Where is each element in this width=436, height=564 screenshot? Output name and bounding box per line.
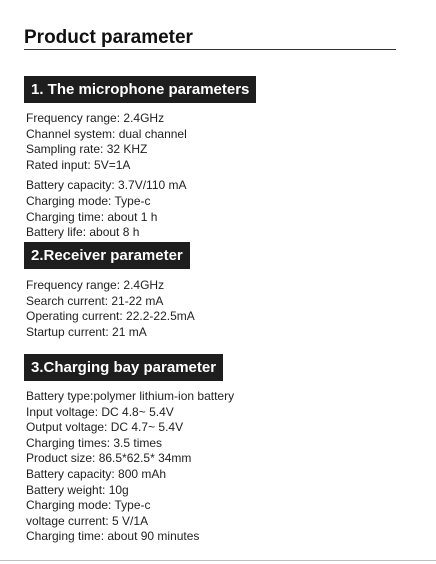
spec-line: Charging time: about 1 h bbox=[26, 209, 158, 224]
spec-line: Charging times: 3.5 times bbox=[26, 435, 163, 450]
bottom-divider bbox=[0, 560, 436, 561]
spec-line: Battery capacity: 3.7V/110 mA bbox=[26, 178, 187, 193]
spec-line: Channel system: dual channel bbox=[26, 126, 187, 141]
spec-line: Frequency range: 2.4GHz bbox=[26, 111, 165, 125]
spec-list-charging-bay bbox=[26, 389, 234, 545]
section-header-microphone: 1. The microphone parameters bbox=[24, 76, 256, 103]
spec-line: Rated input: 5V=1A bbox=[26, 157, 131, 172]
title-divider bbox=[24, 49, 396, 50]
section-header-charging-bay: 3.Charging bay parameter bbox=[24, 354, 223, 381]
spec-line: Charging mode: Type-c bbox=[26, 193, 151, 208]
spec-line: Battery type:polymer lithium-ion battery bbox=[26, 389, 235, 403]
spec-line: Sampling rate: 32 KHZ bbox=[26, 142, 148, 157]
spec-line: Output voltage: DC 4.7~ 5.4V bbox=[26, 420, 184, 435]
spec-line: voltage current: 5 V/1A bbox=[26, 513, 149, 528]
spec-list-receiver bbox=[26, 278, 195, 340]
spec-line: Battery capacity: 800 mAh bbox=[26, 466, 167, 481]
spec-line: Product size: 86.5*62.5* 34mm bbox=[26, 451, 192, 466]
spec-line: Battery life: about 8 h bbox=[26, 225, 140, 240]
spec-line: Operating current: 22.2-22.5mA bbox=[26, 309, 195, 324]
spec-line: Battery weight: 10g bbox=[26, 482, 129, 497]
section-header-receiver: 2.Receiver parameter bbox=[24, 242, 190, 269]
spec-line: Input voltage: DC 4.8~ 5.4V bbox=[26, 404, 174, 419]
spec-line: Startup current: 21 mA bbox=[26, 324, 147, 339]
page-title: Product parameter bbox=[24, 27, 193, 48]
spec-list-microphone bbox=[26, 111, 187, 241]
spec-line: Charging time: about 90 minutes bbox=[26, 529, 200, 544]
spec-line: Frequency range: 2.4GHz bbox=[26, 278, 165, 292]
spec-line: Charging mode: Type-c bbox=[26, 498, 151, 513]
spec-line: Search current: 21-22 mA bbox=[26, 293, 164, 308]
